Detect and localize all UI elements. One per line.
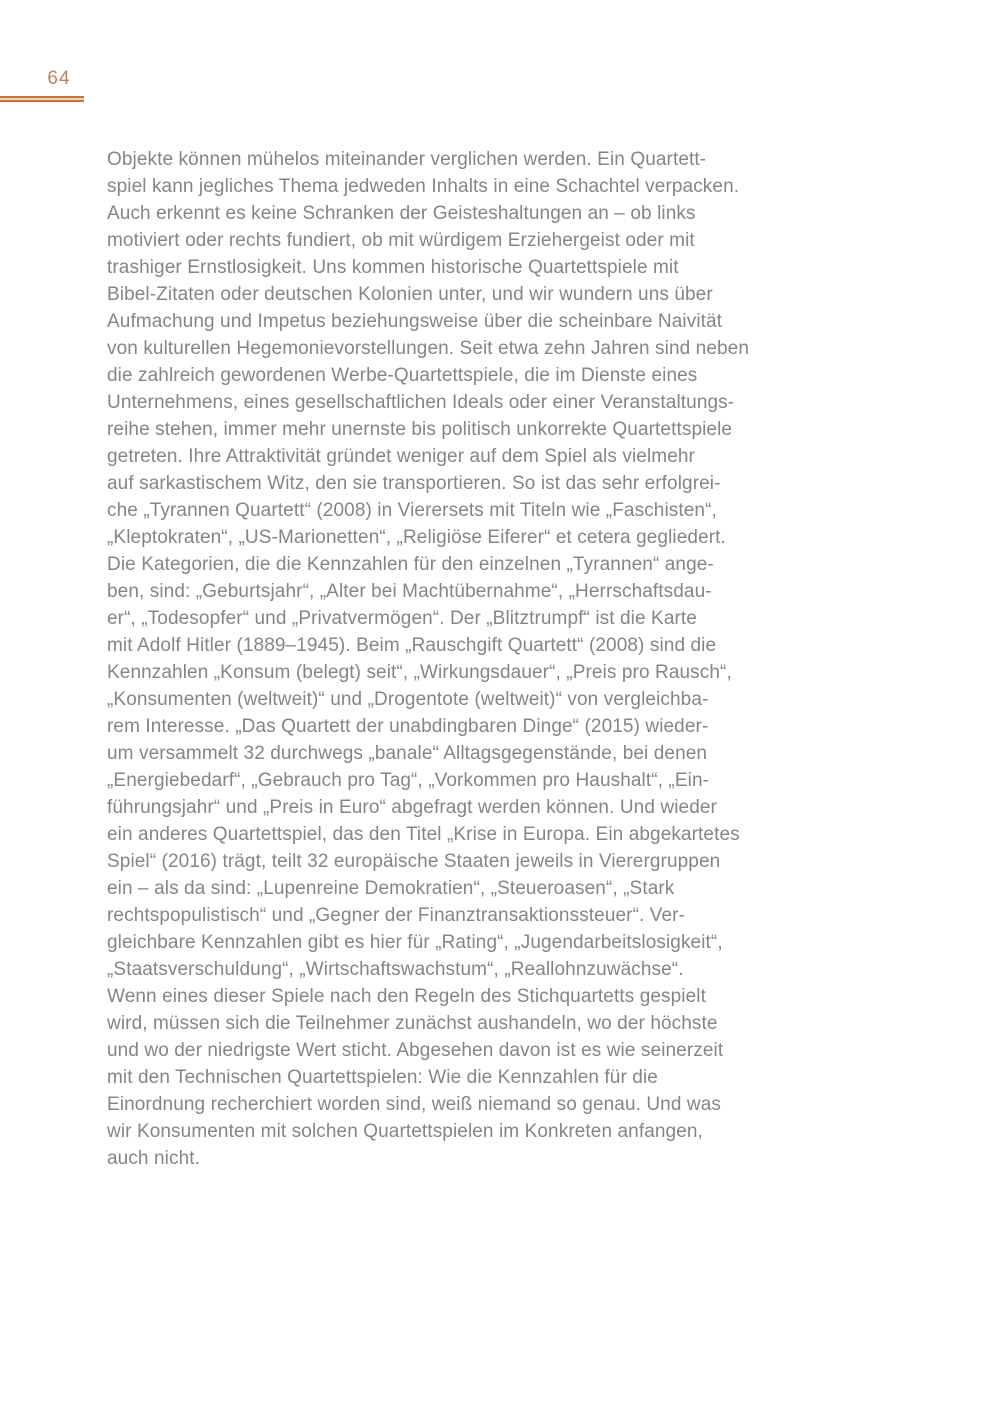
body-text-line: Auch erkennt es keine Schranken der Geisteshaltungen an – ob links (107, 203, 696, 224)
body-text-line: gleichbare Kennzahlen gibt es hier für „Rating“, „Jugendarbeitslosigkeit“, (107, 932, 723, 953)
body-text-line: um versammelt 32 durchwegs „banale“ Alltagsgegenstände, bei denen (107, 743, 708, 764)
body-text-line: mit den Technischen Quartettspielen: Wie die Kennzahlen für die (107, 1067, 658, 1088)
body-text-line: reihe stehen, immer mehr unernste bis politisch unkorrekte Quartettspiele (107, 419, 733, 440)
body-text-line: rechtspopulistisch“ und „Gegner der Finanztransaktionssteuer“. Ver- (107, 905, 686, 926)
body-text-line: Aufmachung und Impetus beziehungsweise über die scheinbare Naivität (107, 311, 723, 332)
header-rule-bottom-line (0, 100, 84, 102)
body-text-line: auf sarkastischem Witz, den sie transportieren. So ist das sehr erfolgrei- (107, 473, 721, 494)
body-text-line: ein anderes Quartettspiel, das den Titel „Krise in Europa. Ein abgekartetes (107, 824, 740, 845)
header-rule (0, 96, 84, 102)
body-text-line: motiviert oder rechts fundiert, ob mit würdigem Erziehergeist oder mit (107, 230, 695, 251)
body-text-line: ben, sind: „Geburtsjahr“, „Alter bei Machtübernahme“, „Herrschaftsdau- (107, 581, 712, 602)
body-text-line: und wo der niedrigste Wert sticht. Abgesehen davon ist es wie seinerzeit (107, 1040, 724, 1061)
body-text-line: von kulturellen Hegemonievorstellungen. Seit etwa zehn Jahren sind neben (107, 338, 749, 359)
body-text-line: che „Tyrannen Quartett“ (2008) in Vierersets mit Titeln wie „Faschisten“, (107, 500, 717, 521)
body-text-line: Spiel“ (2016) trägt, teilt 32 europäische Staaten jeweils in Vierergruppen (107, 851, 721, 872)
body-text-line: „Konsumenten (weltweit)“ und „Drogentote (weltweit)“ von vergleichba- (107, 689, 709, 710)
body-text-line: führungsjahr“ und „Preis in Euro“ abgefragt werden können. Und wieder (107, 797, 717, 818)
body-text-line: spiel kann jegliches Thema jedweden Inhalts in eine Schachtel verpacken. (107, 176, 740, 197)
body-text-line: Objekte können mühelos miteinander verglichen werden. Ein Quartett- (107, 149, 707, 170)
body-text-line: mit Adolf Hitler (1889–1945). Beim „Rauschgift Quartett“ (2008) sind die (107, 635, 717, 656)
body-text-line: „Staatsverschuldung“, „Wirtschaftswachstum“, „Reallohnzuwächse“. (107, 959, 684, 980)
body-text-line: Die Kategorien, die die Kennzahlen für den einzelnen „Tyrannen“ ange- (107, 554, 714, 575)
body-text-line: trashiger Ernstlosigkeit. Uns kommen historische Quartettspiele mit (107, 257, 679, 278)
body-text-line: wird, müssen sich die Teilnehmer zunächst aushandeln, wo der höchste (107, 1013, 718, 1034)
body-text-line: wir Konsumenten mit solchen Quartettspielen im Konkreten anfangen, (107, 1121, 703, 1142)
page-number: 64 (47, 68, 71, 89)
body-text-line: Bibel-Zitaten oder deutschen Kolonien unter, und wir wundern uns über (107, 284, 713, 305)
body-text-line: Kennzahlen „Konsum (belegt) seit“, „Wirkungsdauer“, „Preis pro Rausch“, (107, 662, 732, 683)
body-text-line: Wenn eines dieser Spiele nach den Regeln des Stichquartetts gespielt (107, 986, 706, 1007)
body-text-line: auch nicht. (107, 1148, 200, 1169)
body-text-line: ein – als da sind: „Lupenreine Demokratien“, „Steueroasen“, „Stark (107, 878, 675, 899)
body-text-line: er“, „Todesopfer“ und „Privatvermögen“. Der „Blitztrumpf“ ist die Karte (107, 608, 697, 629)
body-text-line: „Kleptokraten“, „US-Marionetten“, „Religiöse Eiferer“ et cetera gegliedert. (107, 527, 726, 548)
body-text-line: die zahlreich gewordenen Werbe-Quartettspiele, die im Dienste eines (107, 365, 698, 386)
body-text-line: rem Interesse. „Das Quartett der unabdingbaren Dinge“ (2015) wieder- (107, 716, 709, 737)
body-text (107, 146, 797, 1172)
body-text-line: „Energiebedarf“, „Gebrauch pro Tag“, „Vorkommen pro Haushalt“, „Ein- (107, 770, 710, 791)
body-text-line: Unternehmens, eines gesellschaftlichen Ideals oder einer Veranstaltungs- (107, 392, 735, 413)
body-text-line: getreten. Ihre Attraktivität gründet weniger auf dem Spiel als vielmehr (107, 446, 695, 467)
body-text-line: Einordnung recherchiert worden sind, weiß niemand so genau. Und was (107, 1094, 721, 1115)
